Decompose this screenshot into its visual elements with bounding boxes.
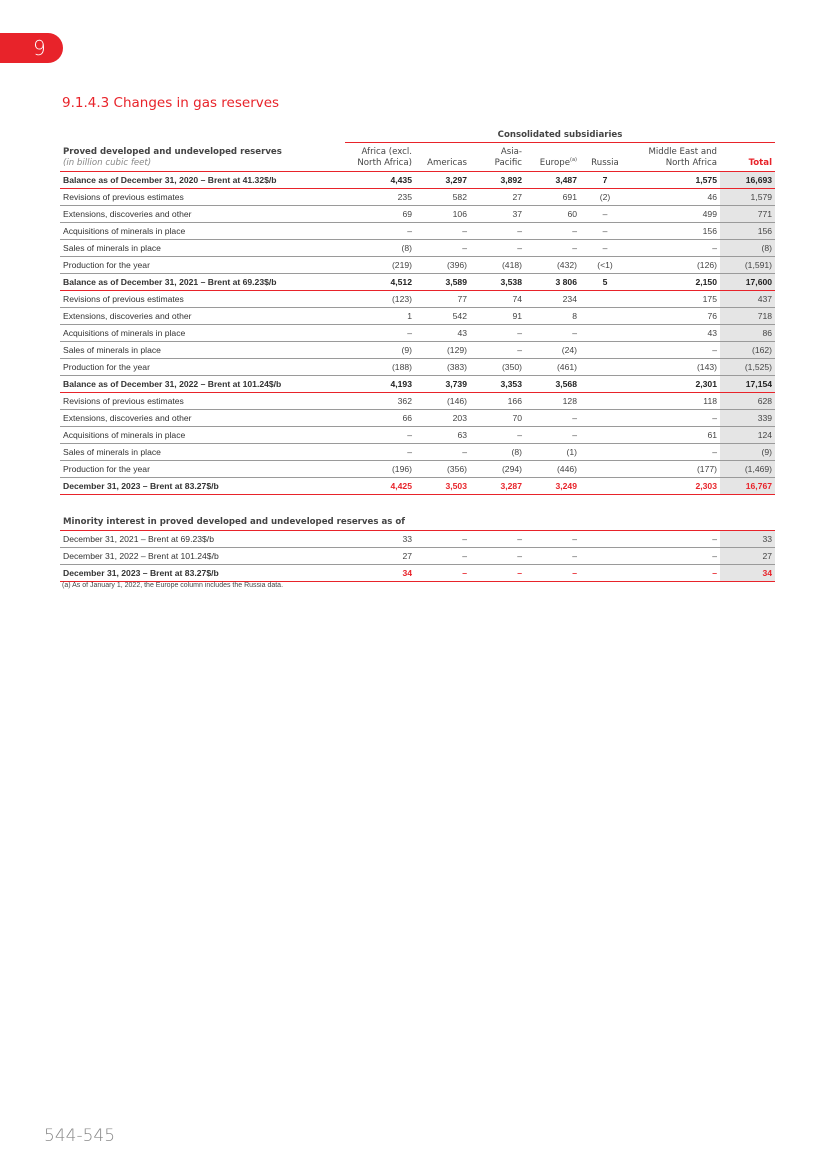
- total-cell: 34: [720, 565, 775, 582]
- value-cell: 3,487: [525, 172, 580, 189]
- value-cell: –: [470, 565, 525, 582]
- value-cell: (294): [470, 461, 525, 478]
- value-cell: 156: [630, 223, 720, 240]
- value-cell: –: [525, 240, 580, 257]
- value-cell: (461): [525, 359, 580, 376]
- value-cell: –: [525, 410, 580, 427]
- total-cell: 339: [720, 410, 775, 427]
- value-cell: (350): [470, 359, 525, 376]
- table-row: [60, 325, 775, 342]
- page-number: 544-545: [44, 1126, 116, 1146]
- value-cell: 63: [415, 427, 470, 444]
- value-cell: 3,503: [415, 478, 470, 495]
- value-cell: 362: [345, 393, 415, 410]
- total-cell: (162): [720, 342, 775, 359]
- value-cell: (356): [415, 461, 470, 478]
- col-header-europe: Europe$^{(a)}$: [525, 143, 580, 172]
- total-cell: 16,767: [720, 478, 775, 495]
- value-cell: 2,150: [630, 274, 720, 291]
- value-cell: (<1): [580, 257, 630, 274]
- total-cell: 628: [720, 393, 775, 410]
- value-cell: [580, 308, 630, 325]
- total-cell: 16,693: [720, 172, 775, 189]
- value-cell: –: [630, 240, 720, 257]
- value-cell: (9): [345, 342, 415, 359]
- value-cell: 203: [415, 410, 470, 427]
- value-cell: (432): [525, 257, 580, 274]
- row-label: December 31, 2021 – Brent at 69.23$/b: [60, 531, 345, 548]
- row-label: Sales of minerals in place: [60, 444, 345, 461]
- value-cell: [580, 427, 630, 444]
- col-header-americas: Americas: [415, 143, 470, 172]
- value-cell: –: [345, 427, 415, 444]
- value-cell: 3,287: [470, 478, 525, 495]
- total-cell: (8): [720, 240, 775, 257]
- balance-row: [60, 274, 775, 291]
- value-cell: 582: [415, 189, 470, 206]
- value-cell: 5: [580, 274, 630, 291]
- value-cell: 3,739: [415, 376, 470, 393]
- balance-row: [60, 376, 775, 393]
- value-cell: 4,425: [345, 478, 415, 495]
- total-cell: (1,591): [720, 257, 775, 274]
- total-cell: 1,579: [720, 189, 775, 206]
- value-cell: 2,301: [630, 376, 720, 393]
- value-cell: (24): [525, 342, 580, 359]
- value-cell: 76: [630, 308, 720, 325]
- col-header-total: Total: [720, 143, 775, 172]
- value-cell: [580, 393, 630, 410]
- total-cell: 718: [720, 308, 775, 325]
- row-label: December 31, 2023 – Brent at 83.27$/b: [60, 478, 345, 495]
- value-cell: –: [525, 531, 580, 548]
- total-cell: (9): [720, 444, 775, 461]
- value-cell: 3,353: [470, 376, 525, 393]
- row-label: December 31, 2022 – Brent at 101.24$/b: [60, 548, 345, 565]
- section-title: 9.1.4.3 Changes in gas reserves: [62, 95, 280, 111]
- row-label: Acquisitions of minerals in place: [60, 427, 345, 444]
- value-cell: 118: [630, 393, 720, 410]
- value-cell: 128: [525, 393, 580, 410]
- table-row: [60, 393, 775, 410]
- group-header-row: [60, 124, 775, 143]
- value-cell: (196): [345, 461, 415, 478]
- value-cell: 3,892: [470, 172, 525, 189]
- value-cell: (177): [630, 461, 720, 478]
- value-cell: 60: [525, 206, 580, 223]
- value-cell: –: [525, 427, 580, 444]
- value-cell: [580, 444, 630, 461]
- value-cell: –: [470, 531, 525, 548]
- value-cell: –: [630, 342, 720, 359]
- value-cell: –: [415, 548, 470, 565]
- value-cell: –: [525, 223, 580, 240]
- footnote: (a) As of January 1, 2022, the Europe column includes the Russia data.: [62, 582, 284, 589]
- value-cell: –: [415, 444, 470, 461]
- total-cell: 17,600: [720, 274, 775, 291]
- value-cell: –: [415, 565, 470, 582]
- row-label: Extensions, discoveries and other: [60, 410, 345, 427]
- table-row: [60, 291, 775, 308]
- table-row: [60, 189, 775, 206]
- value-cell: 691: [525, 189, 580, 206]
- value-cell: [580, 548, 630, 565]
- value-cell: [580, 342, 630, 359]
- row-label: Production for the year: [60, 257, 345, 274]
- value-cell: –: [415, 531, 470, 548]
- value-cell: 70: [470, 410, 525, 427]
- label-header-title: Proved developed and undeveloped reserves: [63, 147, 282, 157]
- row-label: Balance as of December 31, 2022 – Brent at 101.24$/b: [60, 376, 345, 393]
- value-cell: –: [470, 240, 525, 257]
- value-cell: (188): [345, 359, 415, 376]
- value-cell: (446): [525, 461, 580, 478]
- value-cell: 4,435: [345, 172, 415, 189]
- value-cell: 3 806: [525, 274, 580, 291]
- row-label: Production for the year: [60, 461, 345, 478]
- value-cell: 43: [415, 325, 470, 342]
- minority-title: Minority interest in proved developed and undeveloped reserves as of: [60, 509, 775, 531]
- total-cell: 33: [720, 531, 775, 548]
- table-row: [60, 410, 775, 427]
- value-cell: (2): [580, 189, 630, 206]
- row-label: Extensions, discoveries and other: [60, 308, 345, 325]
- row-label: Extensions, discoveries and other: [60, 206, 345, 223]
- total-cell: 771: [720, 206, 775, 223]
- value-cell: 542: [415, 308, 470, 325]
- label-header-unit: (in billion cubic feet): [63, 158, 152, 168]
- value-cell: [580, 325, 630, 342]
- row-label: Revisions of previous estimates: [60, 393, 345, 410]
- value-cell: (146): [415, 393, 470, 410]
- value-cell: (1): [525, 444, 580, 461]
- row-label: December 31, 2023 – Brent at 83.27$/b: [60, 565, 345, 582]
- value-cell: –: [470, 427, 525, 444]
- table-row: [60, 461, 775, 478]
- value-cell: 37: [470, 206, 525, 223]
- value-cell: 4,193: [345, 376, 415, 393]
- value-cell: (143): [630, 359, 720, 376]
- value-cell: 7: [580, 172, 630, 189]
- row-label: Revisions of previous estimates: [60, 189, 345, 206]
- minority-interest-table: [60, 509, 775, 582]
- row-label: Balance as of December 31, 2021 – Brent at 69.23$/b: [60, 274, 345, 291]
- total-cell: 437: [720, 291, 775, 308]
- value-cell: 3,568: [525, 376, 580, 393]
- value-cell: –: [630, 565, 720, 582]
- table-row: [60, 531, 775, 548]
- col-header-middle-east: Middle East and North Africa: [630, 143, 720, 172]
- table-row: [60, 257, 775, 274]
- value-cell: [580, 376, 630, 393]
- value-cell: [580, 461, 630, 478]
- value-cell: –: [345, 325, 415, 342]
- value-cell: –: [470, 548, 525, 565]
- value-cell: –: [345, 444, 415, 461]
- group-header: Consolidated subsidiaries: [345, 124, 775, 143]
- value-cell: (8): [470, 444, 525, 461]
- value-cell: 27: [345, 548, 415, 565]
- final-balance-row: [60, 565, 775, 582]
- value-cell: –: [630, 531, 720, 548]
- table-row: [60, 444, 775, 461]
- value-cell: 91: [470, 308, 525, 325]
- value-cell: –: [415, 223, 470, 240]
- total-cell: 86: [720, 325, 775, 342]
- table-row: [60, 427, 775, 444]
- table-row: [60, 308, 775, 325]
- value-cell: 3,297: [415, 172, 470, 189]
- value-cell: –: [630, 548, 720, 565]
- total-cell: 17,154: [720, 376, 775, 393]
- col-header-russia: Russia: [580, 143, 630, 172]
- value-cell: 234: [525, 291, 580, 308]
- value-cell: [580, 531, 630, 548]
- value-cell: [580, 478, 630, 495]
- value-cell: [580, 565, 630, 582]
- row-label: Acquisitions of minerals in place: [60, 223, 345, 240]
- table-row: [60, 548, 775, 565]
- value-cell: [580, 291, 630, 308]
- value-cell: 77: [415, 291, 470, 308]
- value-cell: –: [580, 240, 630, 257]
- row-label: Sales of minerals in place: [60, 240, 345, 257]
- row-label: Production for the year: [60, 359, 345, 376]
- value-cell: –: [580, 206, 630, 223]
- value-cell: (123): [345, 291, 415, 308]
- gas-reserves-table: [60, 124, 775, 495]
- value-cell: 69: [345, 206, 415, 223]
- col-header-asia-pacific: Asia- Pacific: [470, 143, 525, 172]
- total-cell: (1,469): [720, 461, 775, 478]
- table-row: [60, 240, 775, 257]
- row-label: Sales of minerals in place: [60, 342, 345, 359]
- total-cell: 124: [720, 427, 775, 444]
- table-row: [60, 223, 775, 240]
- label-header: [60, 143, 345, 172]
- balance-row: [60, 172, 775, 189]
- value-cell: 106: [415, 206, 470, 223]
- main-table-body: [60, 172, 775, 495]
- value-cell: 66: [345, 410, 415, 427]
- value-cell: 61: [630, 427, 720, 444]
- value-cell: 499: [630, 206, 720, 223]
- row-label: Acquisitions of minerals in place: [60, 325, 345, 342]
- col-header-africa: Africa (excl. North Africa): [345, 143, 415, 172]
- column-header-row: [60, 143, 775, 172]
- table-row: [60, 206, 775, 223]
- value-cell: –: [630, 410, 720, 427]
- value-cell: 166: [470, 393, 525, 410]
- value-cell: (219): [345, 257, 415, 274]
- table-row: [60, 342, 775, 359]
- value-cell: 33: [345, 531, 415, 548]
- value-cell: [580, 359, 630, 376]
- value-cell: 3,249: [525, 478, 580, 495]
- value-cell: 1,575: [630, 172, 720, 189]
- value-cell: –: [470, 325, 525, 342]
- value-cell: (396): [415, 257, 470, 274]
- value-cell: –: [415, 240, 470, 257]
- total-cell: 27: [720, 548, 775, 565]
- value-cell: 74: [470, 291, 525, 308]
- table-row: [60, 359, 775, 376]
- value-cell: 2,303: [630, 478, 720, 495]
- minority-title-row: [60, 509, 775, 531]
- value-cell: (129): [415, 342, 470, 359]
- value-cell: 34: [345, 565, 415, 582]
- value-cell: 46: [630, 189, 720, 206]
- value-cell: –: [525, 548, 580, 565]
- value-cell: –: [470, 342, 525, 359]
- value-cell: –: [470, 223, 525, 240]
- value-cell: 43: [630, 325, 720, 342]
- value-cell: [580, 410, 630, 427]
- value-cell: 235: [345, 189, 415, 206]
- value-cell: (126): [630, 257, 720, 274]
- chapter-badge: 9: [0, 33, 63, 63]
- total-cell: 156: [720, 223, 775, 240]
- value-cell: (418): [470, 257, 525, 274]
- minority-table-body: [60, 531, 775, 582]
- value-cell: –: [580, 223, 630, 240]
- value-cell: (383): [415, 359, 470, 376]
- final-balance-row: [60, 478, 775, 495]
- value-cell: –: [630, 444, 720, 461]
- value-cell: 27: [470, 189, 525, 206]
- row-label: Revisions of previous estimates: [60, 291, 345, 308]
- value-cell: 8: [525, 308, 580, 325]
- value-cell: 3,538: [470, 274, 525, 291]
- value-cell: –: [525, 325, 580, 342]
- value-cell: 4,512: [345, 274, 415, 291]
- value-cell: 3,589: [415, 274, 470, 291]
- value-cell: (8): [345, 240, 415, 257]
- value-cell: 175: [630, 291, 720, 308]
- total-cell: (1,525): [720, 359, 775, 376]
- row-label: Balance as of December 31, 2020 – Brent at 41.32$/b: [60, 172, 345, 189]
- value-cell: 1: [345, 308, 415, 325]
- value-cell: –: [345, 223, 415, 240]
- value-cell: –: [525, 565, 580, 582]
